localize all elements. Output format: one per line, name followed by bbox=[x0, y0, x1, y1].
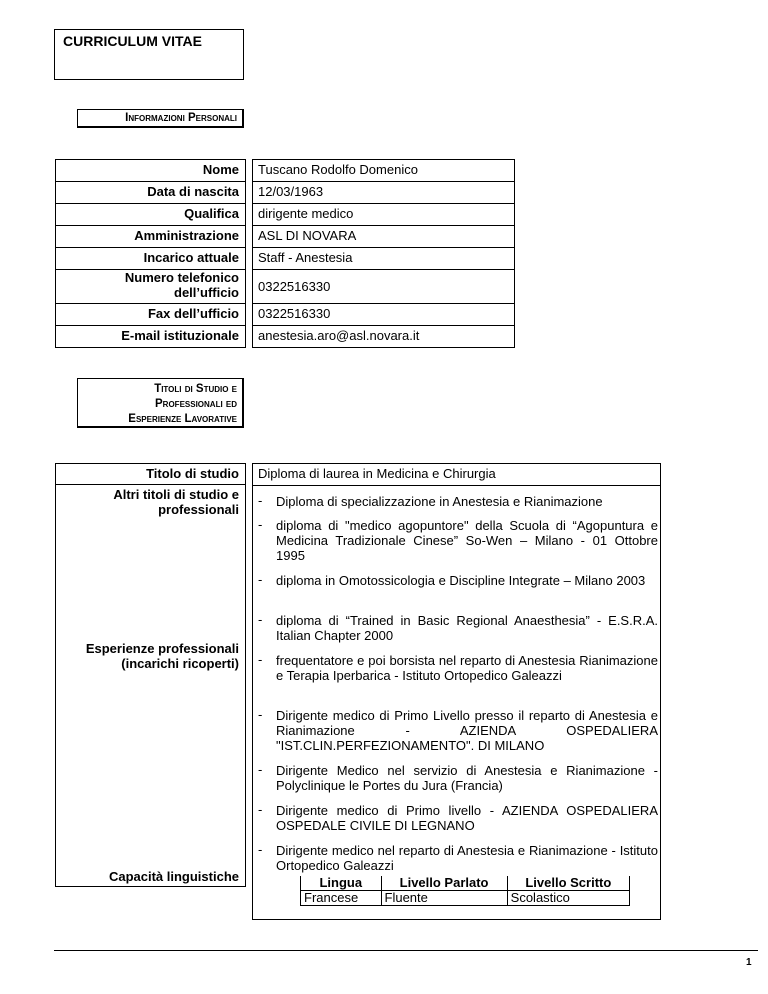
label-esperienze bbox=[55, 641, 245, 671]
bullet-dash: - bbox=[258, 707, 263, 722]
list-item bbox=[258, 708, 658, 753]
label-telefono bbox=[55, 270, 245, 300]
column-header: Lingua bbox=[301, 876, 382, 891]
table-row bbox=[301, 891, 630, 906]
list-item bbox=[258, 518, 658, 563]
list-item-text: Dirigente medico di Primo livello - AZIENDA OSPEDALIERA OSPEDALE CIVILE DI LEGNANO bbox=[276, 803, 658, 833]
value-nome: Tuscano Rodolfo Domenico bbox=[258, 162, 418, 177]
bullet-dash: - bbox=[258, 612, 263, 627]
list-item-text: frequentatore e poi borsista nel reparto di Anestesia Rianimazione e Terapia Iperbarica - Istituto Ortopedico Galeazzi bbox=[276, 653, 658, 683]
title-box bbox=[54, 29, 244, 80]
list-item-text: diploma in Omotossicologia e Discipline Integrate – Milano 2003 bbox=[276, 573, 646, 588]
label-email: E-mail istituzionale bbox=[121, 328, 239, 343]
value-qualifica: dirigente medico bbox=[258, 206, 354, 221]
value-amministrazione: ASL DI NOVARA bbox=[258, 228, 357, 243]
list-item-text: Dirigente medico di Primo Livello presso il reparto di Anestesia e Rianimazione - AZIENDA OSPEDALIERA "IST.CLIN.PERFEZIONAMENTO". DI MILANO bbox=[276, 708, 658, 753]
label-titolo-studio: Titolo di studio bbox=[146, 466, 239, 481]
list-item bbox=[258, 843, 658, 873]
label-nome: Nome bbox=[202, 162, 239, 177]
bullet-dash: - bbox=[258, 517, 263, 532]
bullet-dash: - bbox=[258, 652, 263, 667]
label-telefono-line1: Numero telefonico bbox=[124, 270, 239, 285]
page-number: 1 bbox=[746, 957, 752, 968]
section-heading-education-text bbox=[128, 382, 237, 427]
list-item bbox=[258, 613, 658, 643]
table-cell: Fluente bbox=[381, 891, 507, 906]
footer-divider bbox=[54, 950, 758, 951]
label-esperienze-line2: (incarichi ricoperti) bbox=[121, 656, 239, 671]
section-heading-personal-text: Informazioni Personali bbox=[125, 112, 237, 124]
column-header: Livello Parlato bbox=[381, 876, 507, 891]
heading-line1: Titoli di Studio e bbox=[154, 383, 237, 395]
value-titolo-studio: Diploma di laurea in Medicina e Chirurgia bbox=[258, 466, 496, 481]
list-item bbox=[258, 653, 658, 683]
heading-line2: Professionali ed bbox=[155, 398, 237, 410]
section-heading-education bbox=[77, 378, 244, 428]
label-fax: Fax dell’ufficio bbox=[147, 306, 239, 321]
table-cell: Francese bbox=[301, 891, 382, 906]
list-item-text: Diploma di specializzazione in Anestesia e Rianimazione bbox=[276, 494, 603, 509]
label-altri-line2: professionali bbox=[158, 502, 239, 517]
list-item bbox=[258, 763, 658, 793]
bullet-dash: - bbox=[258, 842, 263, 857]
list-item-text: diploma di "medico agopuntore" della Scuola di “Agopuntura e Medicina Tradizionale Cinese” So-Wen – Milano - 01 Ottobre 1995 bbox=[276, 518, 658, 563]
label-altri-line1: Altri titoli di studio e bbox=[113, 487, 239, 502]
bullet-dash: - bbox=[258, 802, 263, 817]
label-esperienze-line1: Esperienze professionali bbox=[85, 641, 239, 656]
section-heading-personal bbox=[77, 109, 244, 128]
value-data-nascita: 12/03/1963 bbox=[258, 184, 324, 199]
value-telefono: 0322516330 bbox=[258, 279, 331, 294]
label-amministrazione: Amministrazione bbox=[134, 228, 239, 243]
label-incarico: Incarico attuale bbox=[143, 250, 239, 265]
heading-line3: Esperienze Lavorative bbox=[128, 413, 237, 425]
value-fax: 0322516330 bbox=[258, 306, 331, 321]
label-lingue: Capacità linguistiche bbox=[108, 869, 239, 884]
language-table bbox=[300, 876, 630, 906]
bullet-dash: - bbox=[258, 572, 263, 587]
list-item-text: diploma di “Trained in Basic Regional Anaesthesia” - E.S.R.A. Italian Chapter 2000 bbox=[276, 613, 658, 643]
list-item bbox=[258, 573, 658, 588]
language-table-header bbox=[301, 876, 630, 891]
table-cell: Scolastico bbox=[507, 891, 629, 906]
column-header: Livello Scritto bbox=[507, 876, 629, 891]
list-item-text: Dirigente medico nel reparto di Anestesia e Rianimazione - Istituto Ortopedico Galeazzi bbox=[276, 843, 658, 873]
value-email: anestesia.aro@asl.novara.it bbox=[258, 328, 420, 343]
label-qualifica: Qualifica bbox=[184, 206, 239, 221]
value-incarico: Staff - Anestesia bbox=[258, 250, 353, 265]
list-item bbox=[258, 494, 658, 509]
bullet-dash: - bbox=[258, 493, 263, 508]
bullet-dash: - bbox=[258, 762, 263, 777]
label-telefono-line2: dell’ufficio bbox=[174, 285, 239, 300]
list-item-text: Dirigente Medico nel servizio di Anestesia e Rianimazione - Polyclinique le Portes du Jura (Francia) bbox=[276, 763, 658, 793]
list-item bbox=[258, 803, 658, 833]
label-data-nascita: Data di nascita bbox=[147, 184, 239, 199]
document-title: CURRICULUM VITAE bbox=[63, 33, 202, 49]
label-altri-titoli bbox=[55, 487, 245, 517]
